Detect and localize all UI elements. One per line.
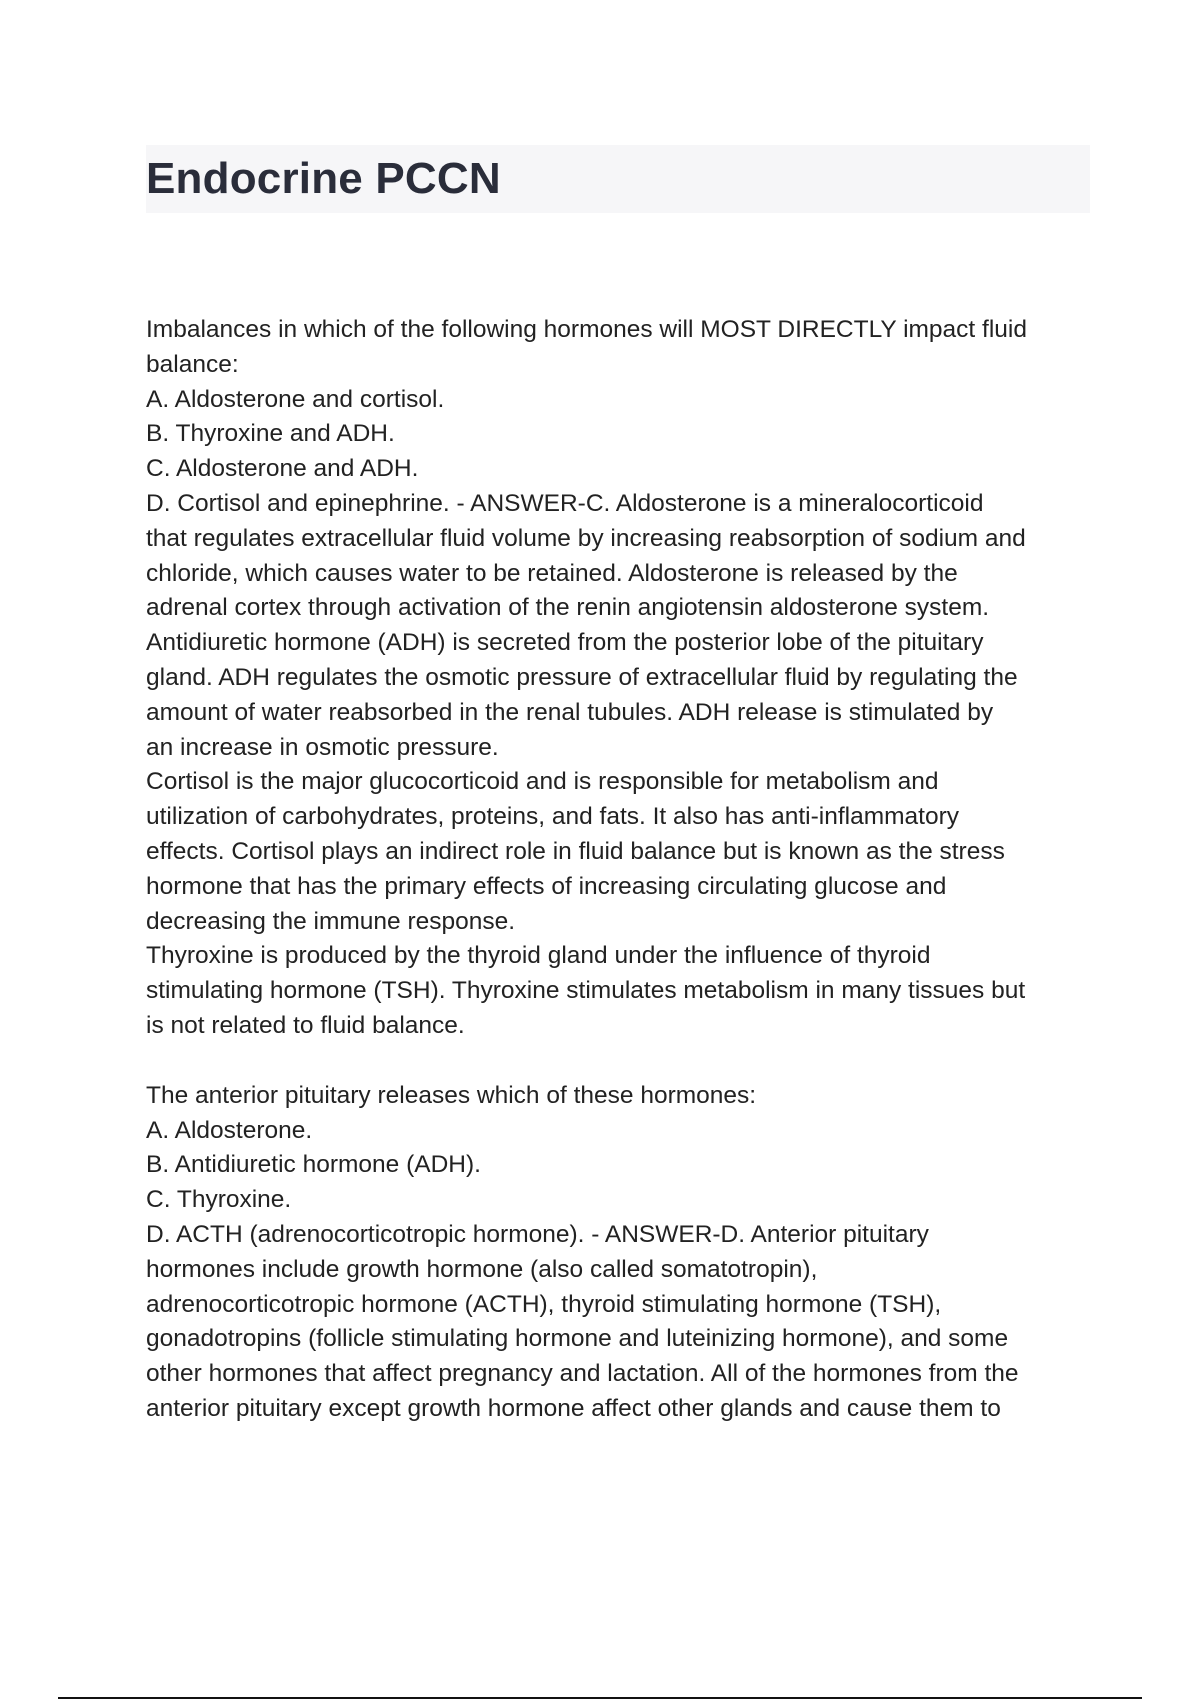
footer-divider: [58, 1697, 1142, 1699]
page-title: Endocrine PCCN: [146, 154, 501, 203]
text-line: other hormones that affect pregnancy and lactation. All of the hormones from the: [146, 1360, 1019, 1388]
option-d-answer: D. Cortisol and epinephrine. - ANSWER-C. Aldosterone is a mineralocorticoid: [146, 489, 984, 517]
option-c: C. Aldosterone and ADH.: [146, 455, 419, 483]
option-a: A. Aldosterone and cortisol.: [146, 385, 445, 413]
text-line: effects. Cortisol plays an indirect role in fluid balance but is known as the stress: [146, 837, 1005, 865]
text-line: is not related to fluid balance.: [146, 1011, 465, 1039]
text-line: The anterior pituitary releases which of these hormones:: [146, 1081, 757, 1109]
option-c: C. Thyroxine.: [146, 1186, 292, 1214]
text-line: decreasing the immune response.: [146, 907, 516, 935]
text-line: gland. ADH regulates the osmotic pressure of extracellular fluid by regulating the: [146, 663, 1018, 691]
option-a: A. Aldosterone.: [146, 1116, 313, 1144]
text-line: balance:: [146, 350, 239, 378]
text-line: anterior pituitary except growth hormone affect other glands and cause them to: [146, 1394, 1001, 1422]
text-line: adrenal cortex through activation of the renin angiotensin aldosterone system.: [146, 594, 990, 622]
option-b: B. Antidiuretic hormone (ADH).: [146, 1151, 481, 1179]
title-banner: [146, 145, 1090, 213]
text-line: gonadotropins (follicle stimulating hormone and luteinizing hormone), and some: [146, 1325, 1009, 1353]
text-line: hormones include growth hormone (also called somatotropin),: [146, 1255, 818, 1283]
text-line: stimulating hormone (TSH). Thyroxine stimulates metabolism in many tissues but: [146, 977, 1026, 1005]
text-line: utilization of carbohydrates, proteins, and fats. It also has anti-inflammatory: [146, 803, 959, 831]
question-block-1: [146, 313, 1096, 1044]
text-line: adrenocorticotropic hormone (ACTH), thyroid stimulating hormone (TSH),: [146, 1290, 942, 1318]
text-line: Thyroxine is produced by the thyroid gland under the influence of thyroid: [146, 942, 931, 970]
text-line: an increase in osmotic pressure.: [146, 733, 499, 761]
option-b: B. Thyroxine and ADH.: [146, 420, 395, 448]
text-line: that regulates extracellular fluid volume by increasing reabsorption of sodium and: [146, 524, 1026, 552]
text-line: Cortisol is the major glucocorticoid and is responsible for metabolism and: [146, 768, 939, 796]
text-line: Antidiuretic hormone (ADH) is secreted from the posterior lobe of the pituitary: [146, 629, 984, 657]
option-d-answer: D. ACTH (adrenocorticotropic hormone). - ANSWER-D. Anterior pituitary: [146, 1220, 929, 1248]
document-body: [146, 313, 1096, 1427]
text-line: chloride, which causes water to be retained. Aldosterone is released by the: [146, 559, 958, 587]
text-line: hormone that has the primary effects of increasing circulating glucose and: [146, 872, 947, 900]
text-line: amount of water reabsorbed in the renal tubules. ADH release is stimulated by: [146, 698, 994, 726]
question-block-2: [146, 1079, 1096, 1427]
text-line: Imbalances in which of the following hormones will MOST DIRECTLY impact fluid: [146, 316, 1027, 343]
